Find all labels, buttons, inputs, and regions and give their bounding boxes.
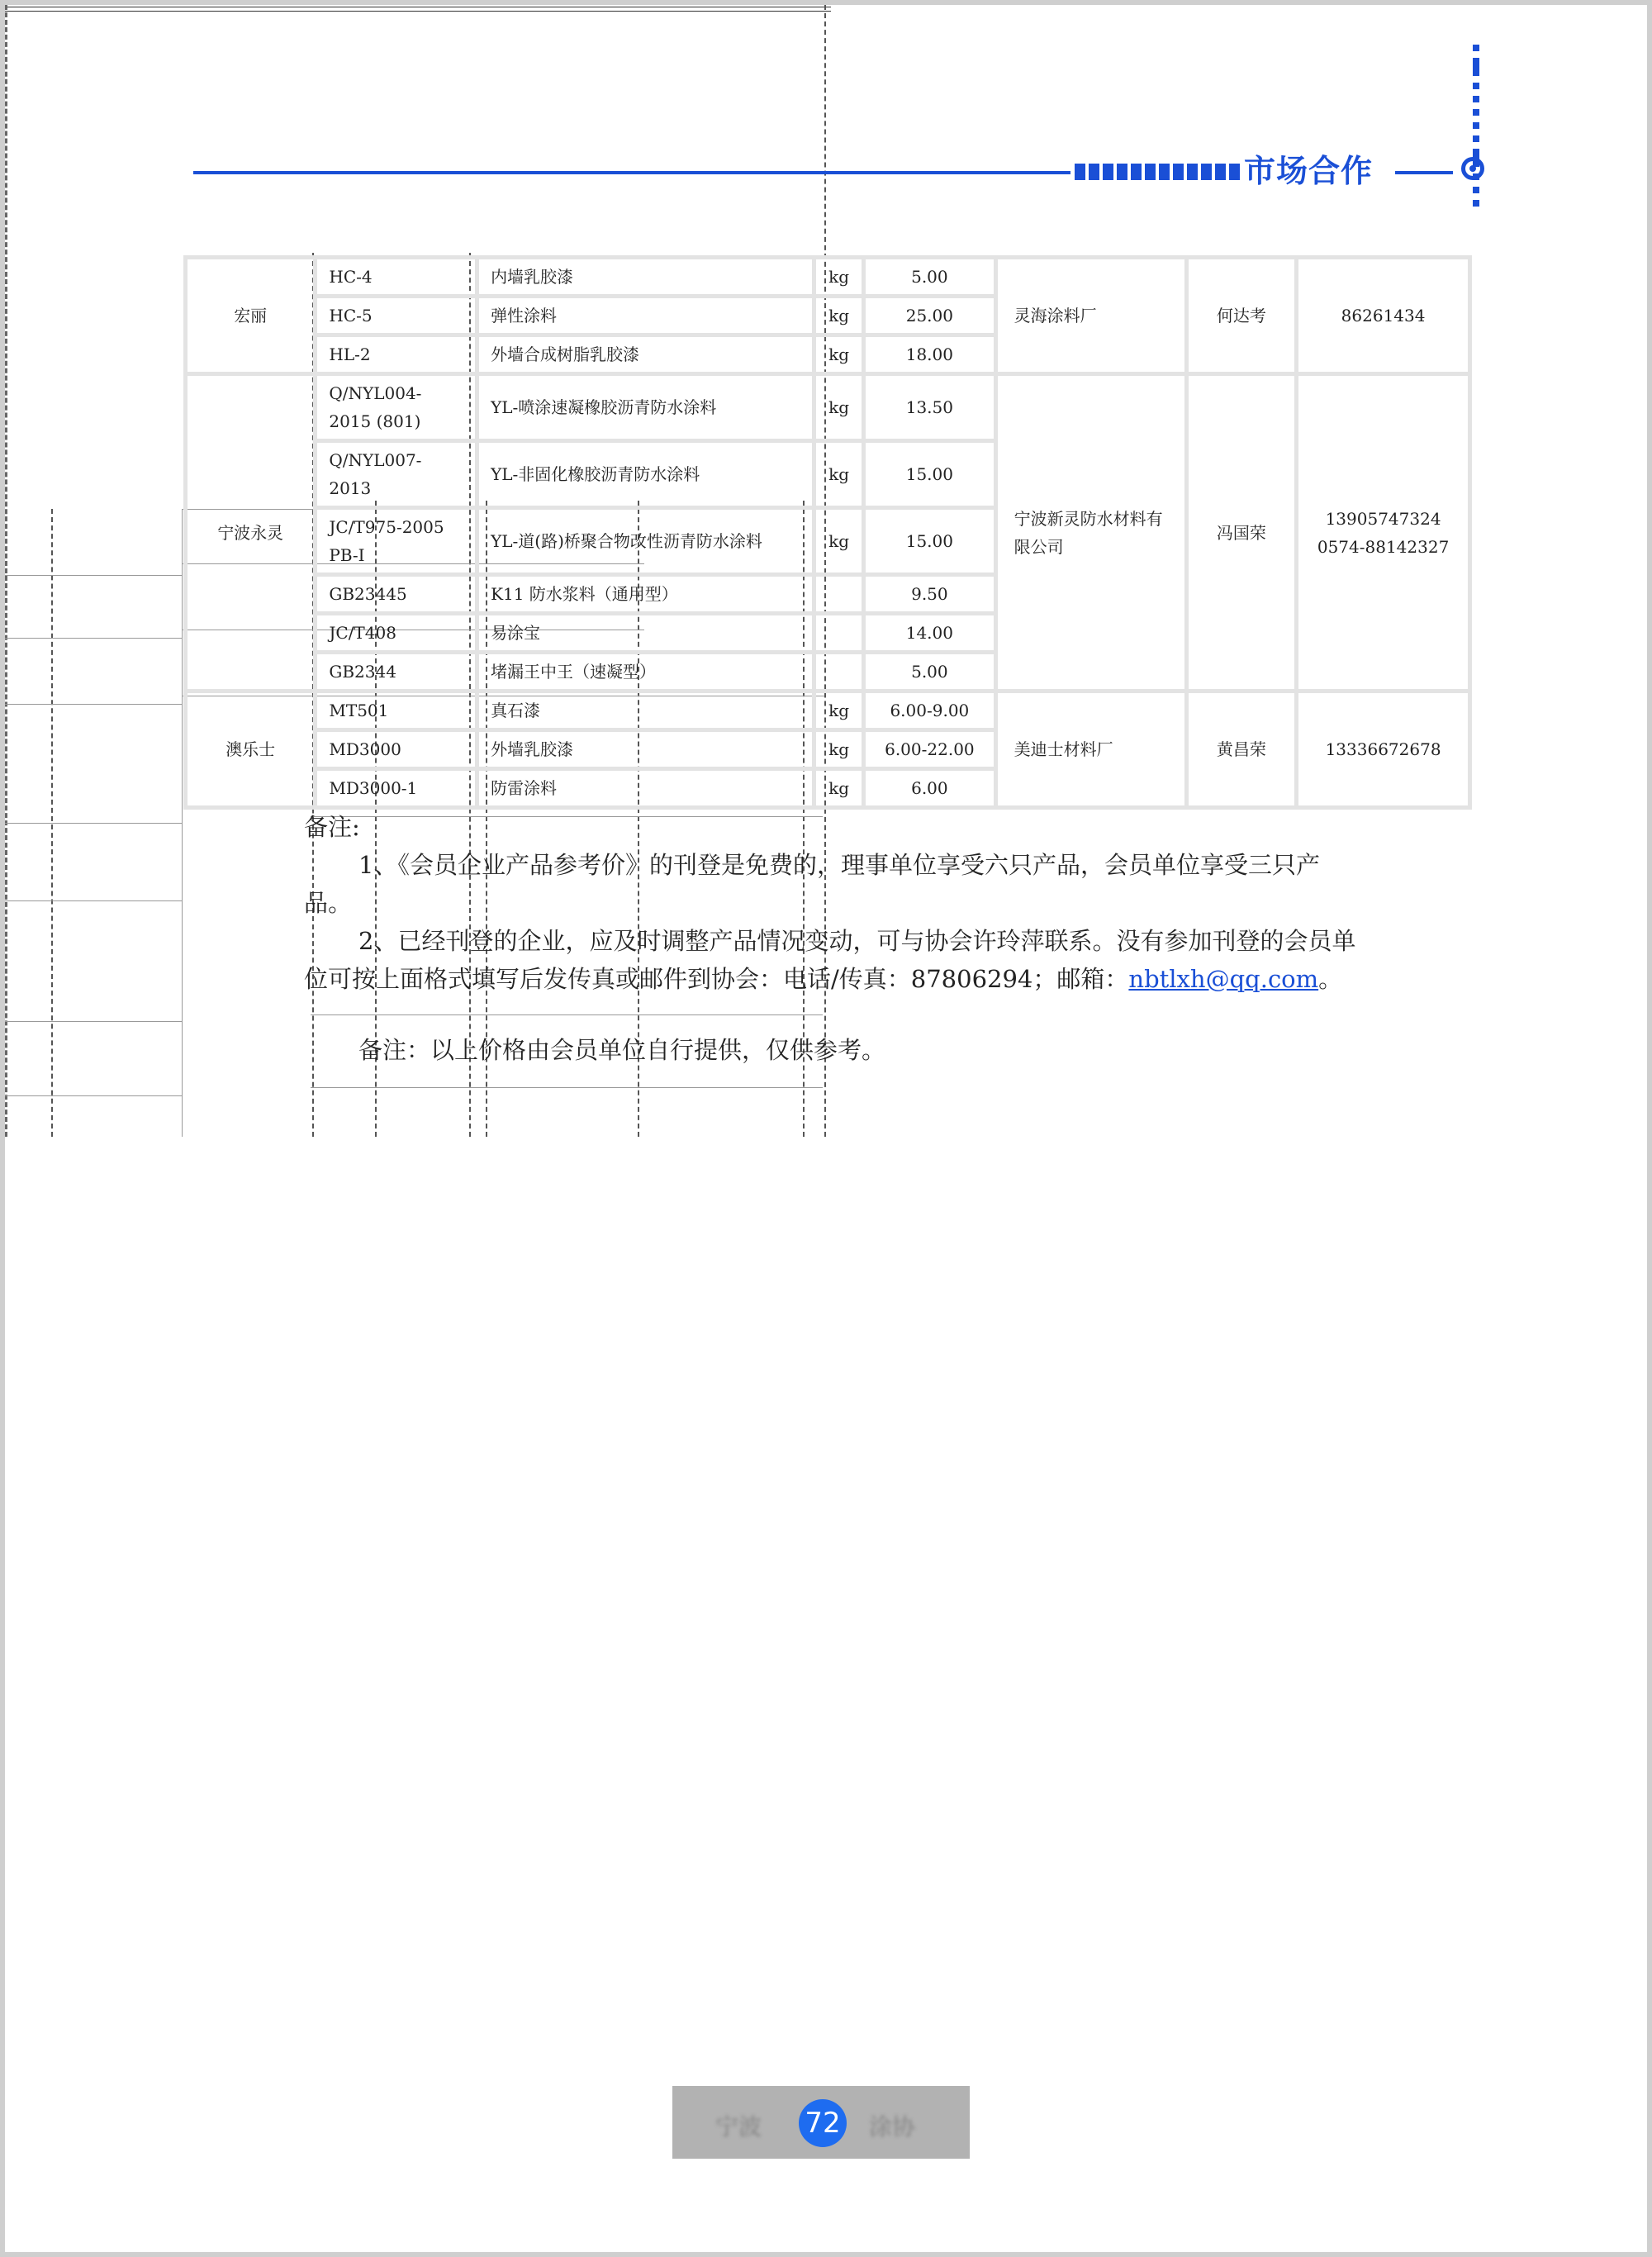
price-cell: 13.50 [864,374,996,441]
top-guide-line [5,7,831,12]
brand-cell: 宁波永灵 [186,374,316,691]
product-name: K11 防水浆料（通用型） [477,575,814,614]
price-cell: 14.00 [864,614,996,653]
product-name: 外墙合成树脂乳胶漆 [477,335,814,374]
header-rule [193,171,1070,174]
notes-heading: 备注: [304,813,360,841]
product-name: 内墙乳胶漆 [477,258,814,297]
product-name: 真石漆 [477,691,814,730]
product-code: Q/NYL007-2013 [316,441,477,508]
product-code: MT501 [316,691,477,730]
header-rule-right [1395,171,1453,174]
product-code: GB2344 [316,653,477,691]
phone-cell: 13336672678 [1297,691,1470,808]
product-name: 易涂宝 [477,614,814,653]
phone-cell: 86261434 [1297,258,1470,374]
unit-cell: kg [814,374,864,441]
price-cell: 18.00 [864,335,996,374]
document-page [5,5,1647,2252]
product-code: HC-4 [316,258,477,297]
brand-cell: 宏丽 [186,258,316,374]
product-name: YL-喷涂速凝橡胶沥青防水涂料 [477,374,814,441]
unit-cell: kg [814,508,864,575]
unit-cell: kg [814,769,864,808]
note-item [304,922,1361,998]
contact-cell: 何达考 [1186,258,1297,374]
table-row [186,691,1470,730]
product-code: MD3000 [316,730,477,769]
product-code: HL-2 [316,335,477,374]
brand-cell: 澳乐士 [186,691,316,808]
price-cell: 15.00 [864,508,996,575]
unit-cell [814,614,864,653]
product-code: HC-5 [316,297,477,335]
table-row [186,374,1470,441]
contact-cell: 冯国荣 [1186,374,1297,691]
section-title: 市场合作 [1244,153,1374,189]
product-name: 外墙乳胶漆 [477,730,814,769]
product-name: YL-非固化橡胶沥青防水涂料 [477,441,814,508]
price-cell: 5.00 [864,258,996,297]
unit-cell: kg [814,730,864,769]
footer-left-text: 宁波 [715,2113,762,2141]
product-code: GB23445 [316,575,477,614]
unit-cell [814,653,864,691]
price-cell: 5.00 [864,653,996,691]
price-disclaimer: 备注：以上价格由会员单位自行提供，仅供参考。 [358,1036,886,1064]
price-cell: 25.00 [864,297,996,335]
price-cell: 6.00-22.00 [864,730,996,769]
note-item: 1、《会员企业产品参考价》的刊登是免费的，理事单位享受六只产品，会员单位享受三只产品。 [304,851,1320,917]
product-name: 防雷涂料 [477,769,814,808]
phone-cell: 13905747324 0574-88142327 [1297,374,1470,691]
page-footer [672,2086,970,2159]
product-code: Q/NYL004-2015 (801) [316,374,477,441]
header-block-strip [1075,164,1240,180]
price-cell: 15.00 [864,441,996,508]
unit-cell [814,575,864,614]
product-code: MD3000-1 [316,769,477,808]
table-row [186,258,1470,297]
page-number-badge: 72 [799,2099,847,2147]
company-cell: 灵海涂料厂 [995,258,1186,374]
company-cell: 美迪士材料厂 [995,691,1186,808]
note-item-text: 2、已经刊登的企业，应及时调整产品情况变动，可与协会许玲萍联系。没有参加刊登的会员单位可按上面格式填写后发传真或邮件到协会：电话/传真：87806294；邮箱： [304,927,1356,993]
product-name: YL-道(路)桥聚合物改性沥青防水涂料 [477,508,814,575]
unit-cell: kg [814,335,864,374]
contact-cell: 黄昌荣 [1186,691,1297,808]
product-price-table [183,255,1472,810]
product-name: 堵漏王中王（速凝型） [477,653,814,691]
price-cell: 6.00-9.00 [864,691,996,730]
product-code: JC/T408 [316,614,477,653]
note-item-suffix: 。 [1318,965,1343,993]
unit-cell: kg [814,691,864,730]
company-cell: 宁波新灵防水材料有限公司 [995,374,1186,691]
email-link[interactable]: nbtlxh@qq.com [1128,965,1319,993]
product-name: 弹性涂料 [477,297,814,335]
unit-cell: kg [814,258,864,297]
unit-cell: kg [814,441,864,508]
vertical-dash-icon [1473,45,1479,228]
unit-cell: kg [814,297,864,335]
price-cell: 9.50 [864,575,996,614]
footer-right-text: 涂协 [869,2113,916,2141]
notes-section [304,808,1361,1069]
price-cell: 6.00 [864,769,996,808]
product-code: JC/T975-2005 PB-I [316,508,477,575]
